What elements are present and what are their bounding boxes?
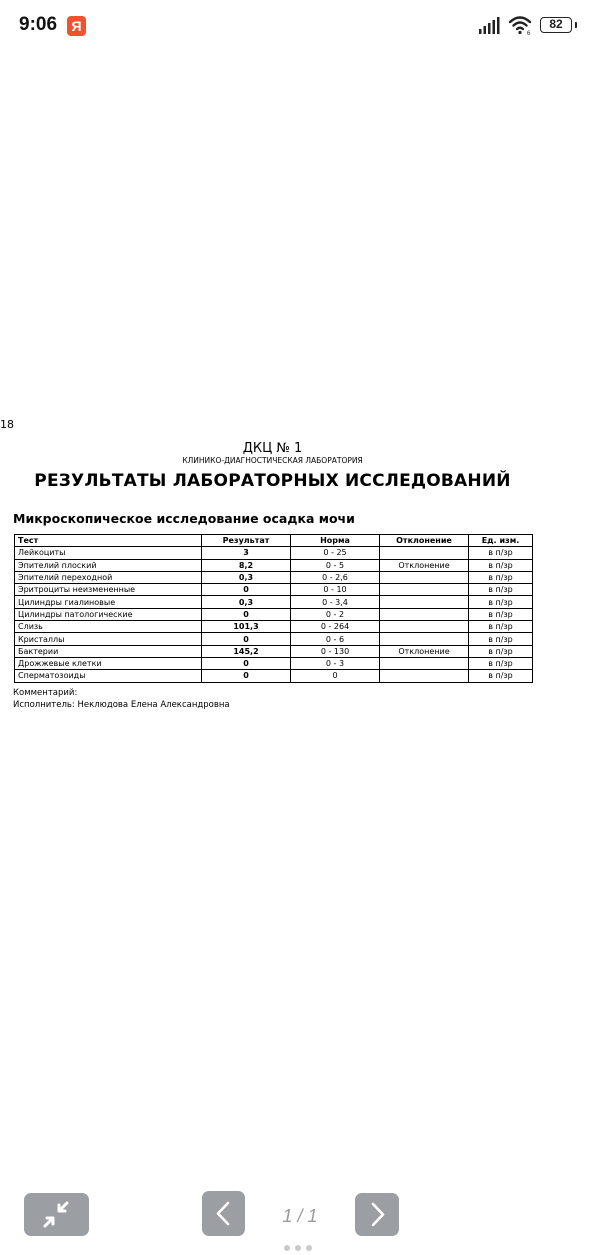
cell-unit: в п/зр <box>469 584 533 596</box>
cell-norm: 0 - 130 <box>291 645 380 657</box>
cell-deviation <box>380 633 469 645</box>
cell-result: 145,2 <box>202 645 291 657</box>
cell-norm: 0 - 10 <box>291 584 380 596</box>
status-bar <box>0 0 600 54</box>
cell-unit: в п/зр <box>469 547 533 559</box>
table-row <box>15 547 533 559</box>
page-dots-indicator <box>284 1236 318 1242</box>
organization-name: ДКЦ № 1 <box>242 441 303 456</box>
cell-unit: в п/зр <box>469 645 533 657</box>
cell-test: Слизь <box>15 621 202 633</box>
table-row <box>15 645 533 657</box>
cell-test: Кристаллы <box>15 633 202 645</box>
header-deviation: Отклонение <box>380 535 469 547</box>
cell-norm: 0 - 25 <box>291 547 380 559</box>
cell-test: Цилиндры гиалиновые <box>15 596 202 608</box>
wifi-icon <box>508 14 534 36</box>
cell-result: 0 <box>202 608 291 620</box>
report-title: РЕЗУЛЬТАТЫ ЛАБОРАТОРНЫХ ИССЛЕДОВАНИЙ <box>34 471 511 491</box>
cell-test: Дрожжевые клетки <box>15 657 202 669</box>
cell-unit: в п/зр <box>469 559 533 571</box>
cell-norm: 0 - 6 <box>291 633 380 645</box>
cell-norm: 0 <box>291 670 380 682</box>
cell-result: 0 <box>202 670 291 682</box>
cell-unit: в п/зр <box>469 596 533 608</box>
yandex-app-icon: Я <box>67 16 86 36</box>
cell-result: 0 <box>202 584 291 596</box>
cell-deviation <box>380 621 469 633</box>
header-unit: Ед. изм. <box>469 535 533 547</box>
table-row <box>15 621 533 633</box>
cell-result: 0 <box>202 633 291 645</box>
battery-indicator: 82 <box>540 17 572 33</box>
table-row <box>15 670 533 682</box>
table-row <box>15 584 533 596</box>
cell-deviation <box>380 608 469 620</box>
cell-deviation: Отклонение <box>380 559 469 571</box>
cell-deviation <box>380 571 469 583</box>
laboratory-name: КЛИНИКО-ДИАГНОСТИЧЕСКАЯ ЛАБОРАТОРИЯ <box>182 456 363 465</box>
chevron-right-icon <box>355 1193 399 1236</box>
cell-norm: 0 - 3 <box>291 657 380 669</box>
cell-test: Эритроциты неизмененные <box>15 584 202 596</box>
section-title: Микроскопическое исследование осадка мочи <box>13 511 355 526</box>
cell-norm: 0 - 3,4 <box>291 596 380 608</box>
previous-page-button[interactable] <box>202 1191 245 1236</box>
cell-result: 3 <box>202 547 291 559</box>
cell-norm: 0 - 5 <box>291 559 380 571</box>
table-row <box>15 596 533 608</box>
cell-result: 0,3 <box>202 571 291 583</box>
cell-deviation <box>380 547 469 559</box>
cell-unit: в п/зр <box>469 621 533 633</box>
cell-test: Лейкоциты <box>15 547 202 559</box>
cell-result: 101,3 <box>202 621 291 633</box>
cell-deviation: Отклонение <box>380 645 469 657</box>
results-table <box>14 534 533 683</box>
table-header-row <box>15 535 533 547</box>
cell-unit: в п/зр <box>469 608 533 620</box>
next-page-button[interactable] <box>355 1193 399 1236</box>
cell-test: Эпителий плоский <box>15 559 202 571</box>
table-row <box>15 608 533 620</box>
cell-norm: 0 - 264 <box>291 621 380 633</box>
cell-unit: в п/зр <box>469 633 533 645</box>
cell-result: 0,3 <box>202 596 291 608</box>
table-row <box>15 633 533 645</box>
battery-tip <box>575 22 577 28</box>
cell-deviation <box>380 584 469 596</box>
collapse-arrows-icon <box>24 1193 89 1236</box>
cell-norm: 0 - 2,6 <box>291 571 380 583</box>
clock-time: 9:06 <box>19 14 58 35</box>
page-indicator: 1 / 1 <box>282 1206 318 1226</box>
collapse-button[interactable] <box>24 1193 89 1236</box>
header-norm: Норма <box>291 535 380 547</box>
header-test: Тест <box>15 535 202 547</box>
table-row <box>15 657 533 669</box>
cellular-signal-icon <box>478 17 500 34</box>
table-row <box>15 559 533 571</box>
page-label: 18 <box>0 418 14 431</box>
cell-result: 8,2 <box>202 559 291 571</box>
cell-deviation <box>380 596 469 608</box>
cell-test: Цилиндры патологические <box>15 608 202 620</box>
cell-test: Бактерии <box>15 645 202 657</box>
cell-deviation <box>380 657 469 669</box>
cell-norm: 0 - 2 <box>291 608 380 620</box>
svg-text:6: 6 <box>527 31 531 36</box>
table-row <box>15 571 533 583</box>
cell-result: 0 <box>202 657 291 669</box>
comment-label: Комментарий: <box>13 688 78 698</box>
cell-unit: в п/зр <box>469 657 533 669</box>
cell-unit: в п/зр <box>469 571 533 583</box>
cell-deviation <box>380 670 469 682</box>
chevron-left-icon <box>202 1191 245 1236</box>
cell-test: Сперматозоиды <box>15 670 202 682</box>
executor-line: Исполнитель: Неклюдова Елена Александровна <box>13 700 230 710</box>
cell-test: Эпителий переходной <box>15 571 202 583</box>
cell-unit: в п/зр <box>469 670 533 682</box>
header-result: Результат <box>202 535 291 547</box>
